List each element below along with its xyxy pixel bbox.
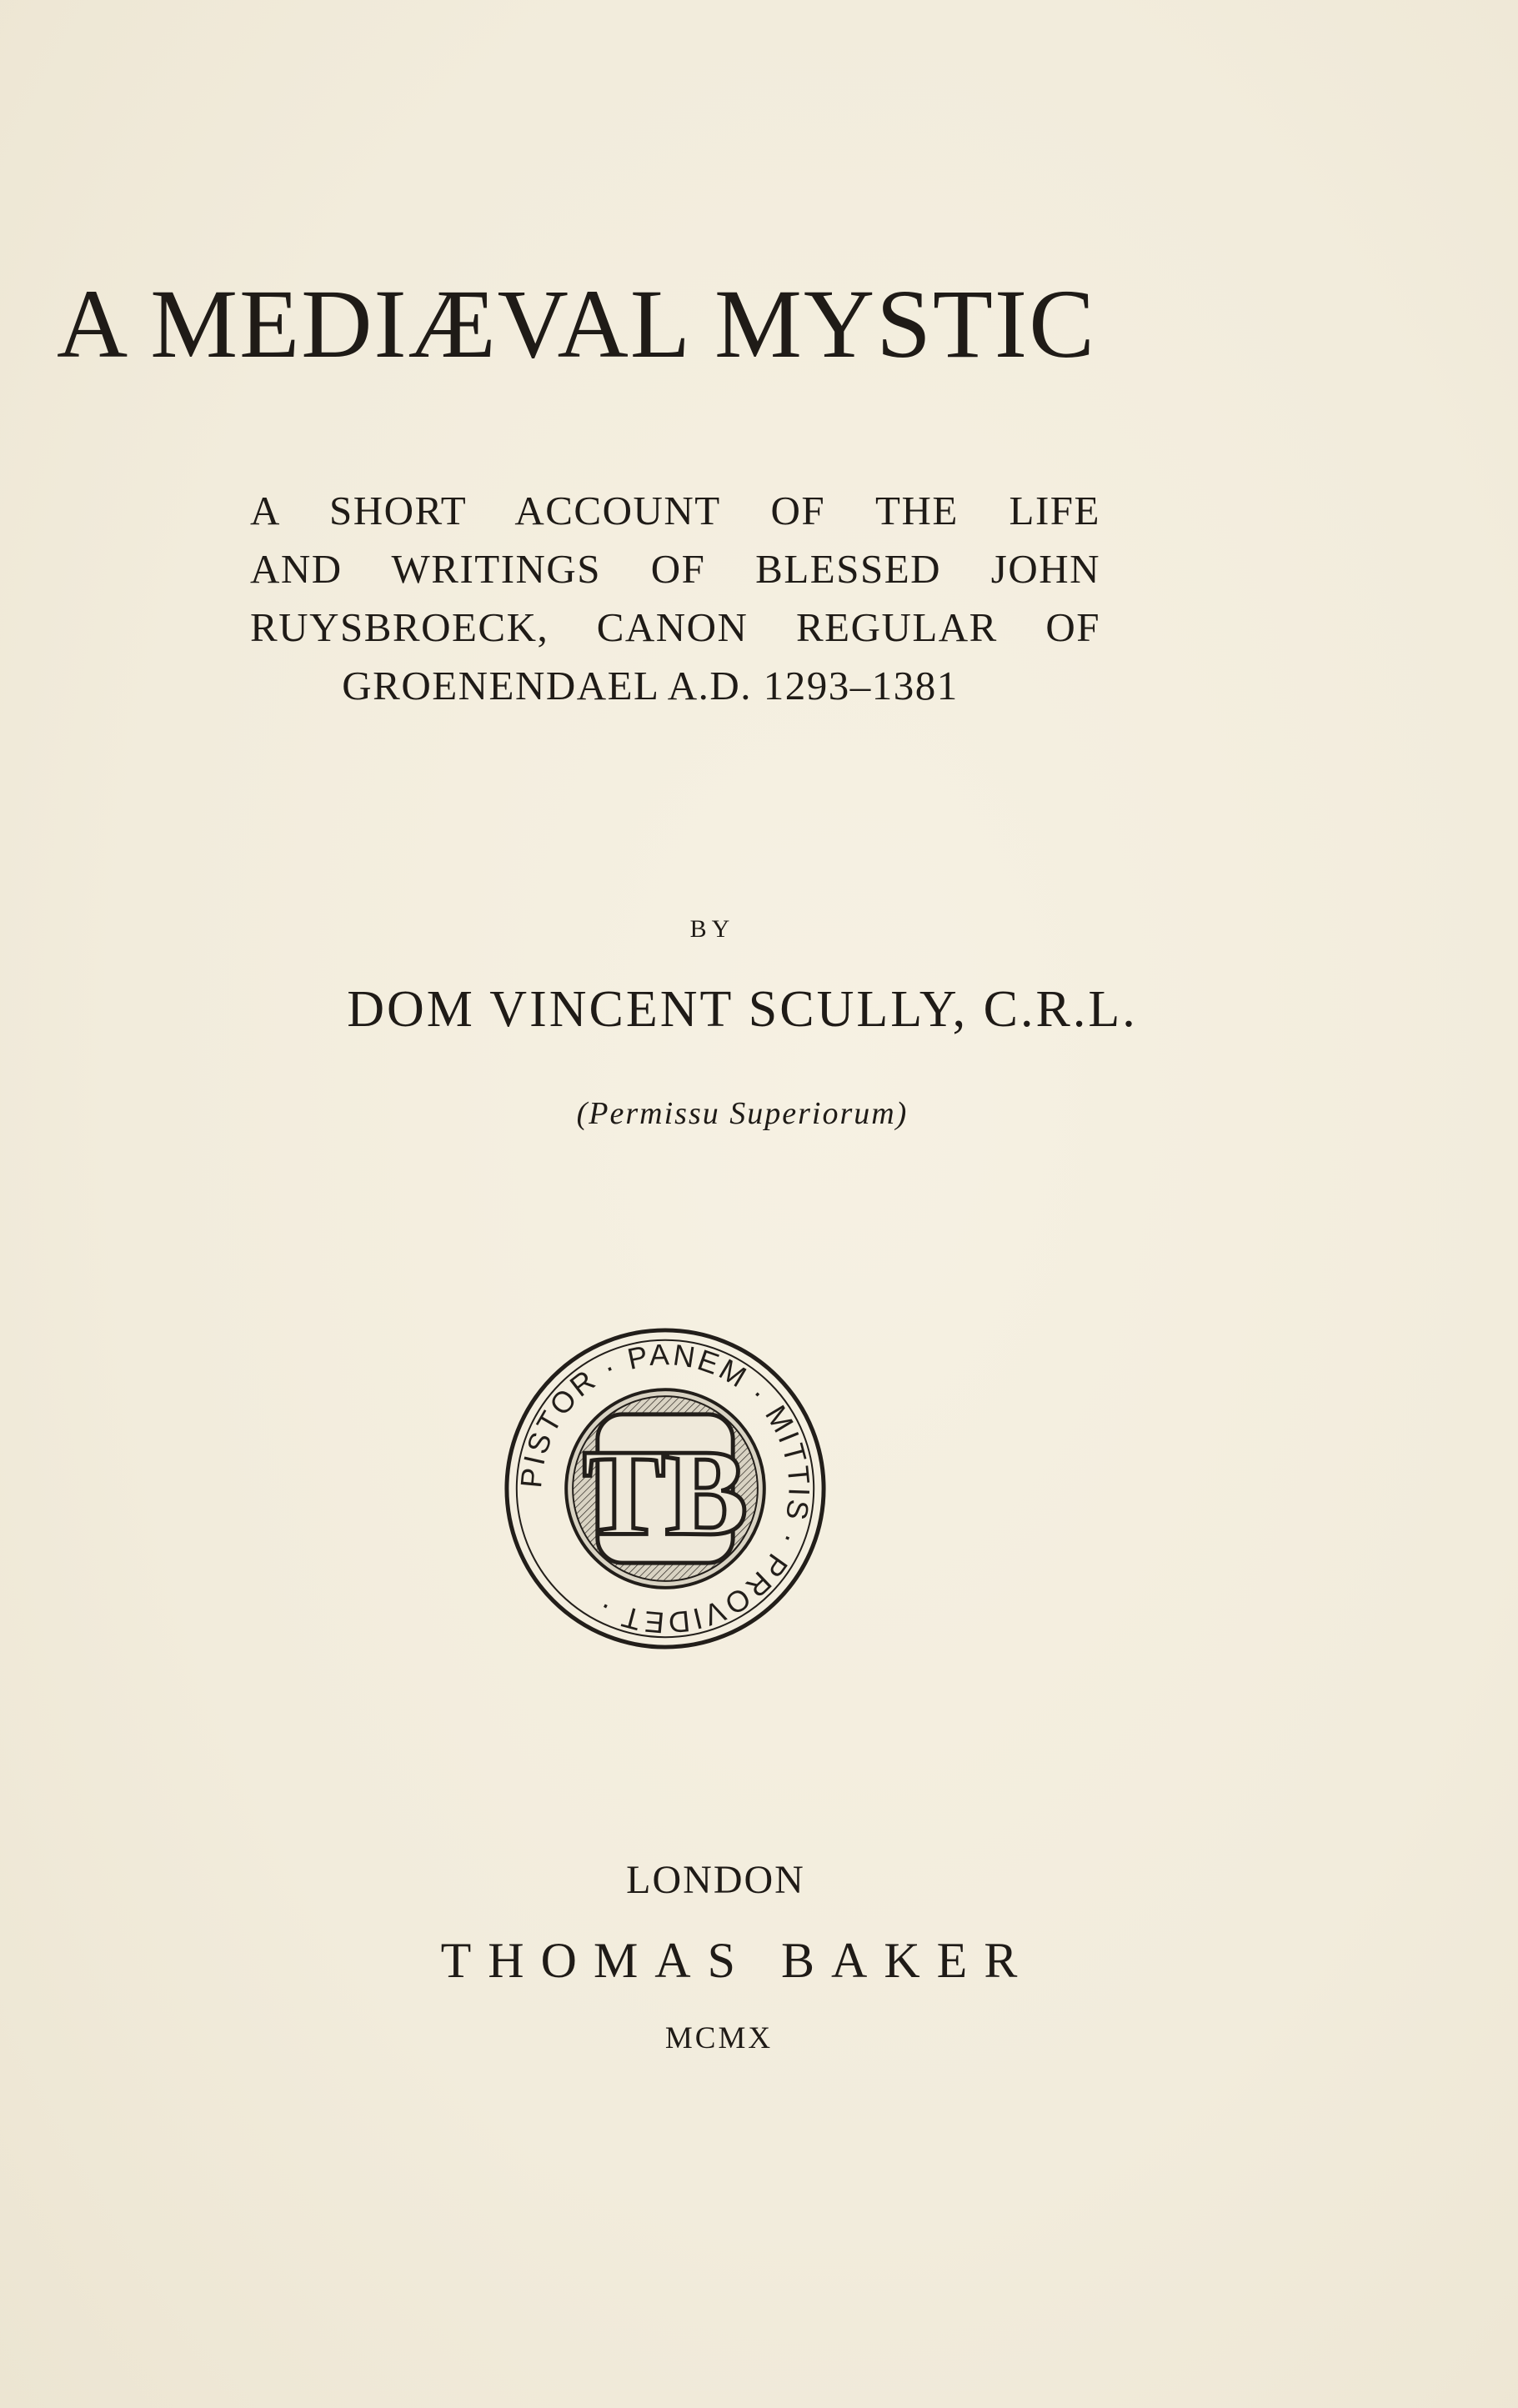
- book-title: A MEDIÆVAL MYSTIC: [57, 269, 1096, 378]
- subtitle-line: A SHORT ACCOUNT OF THE LIFE: [250, 488, 1100, 533]
- by-label: BY: [689, 915, 735, 943]
- permission-note: (Permissu Superiorum): [576, 1096, 909, 1131]
- author-name: DOM VINCENT SCULLY, C.R.L.: [347, 981, 1138, 1038]
- book-subtitle: [250, 482, 1100, 715]
- subtitle-line: RUYSBROECK, CANON REGULAR OF: [250, 604, 1100, 650]
- seal-monogram: TB: [582, 1424, 749, 1562]
- publication-year: MCMX: [664, 2021, 774, 2055]
- subtitle-line: GROENENDAEL A.D. 1293–1381: [342, 663, 959, 708]
- publisher-seal-icon: [500, 1324, 830, 1654]
- publication-place: LONDON: [626, 1858, 805, 1902]
- publisher-name: THOMAS BAKER: [440, 1933, 1035, 1988]
- seal-motto: PISTOR · PANEM · MITTIS · PROVIDET ·: [514, 1338, 816, 1640]
- subtitle-line: AND WRITINGS OF BLESSED JOHN: [250, 546, 1100, 592]
